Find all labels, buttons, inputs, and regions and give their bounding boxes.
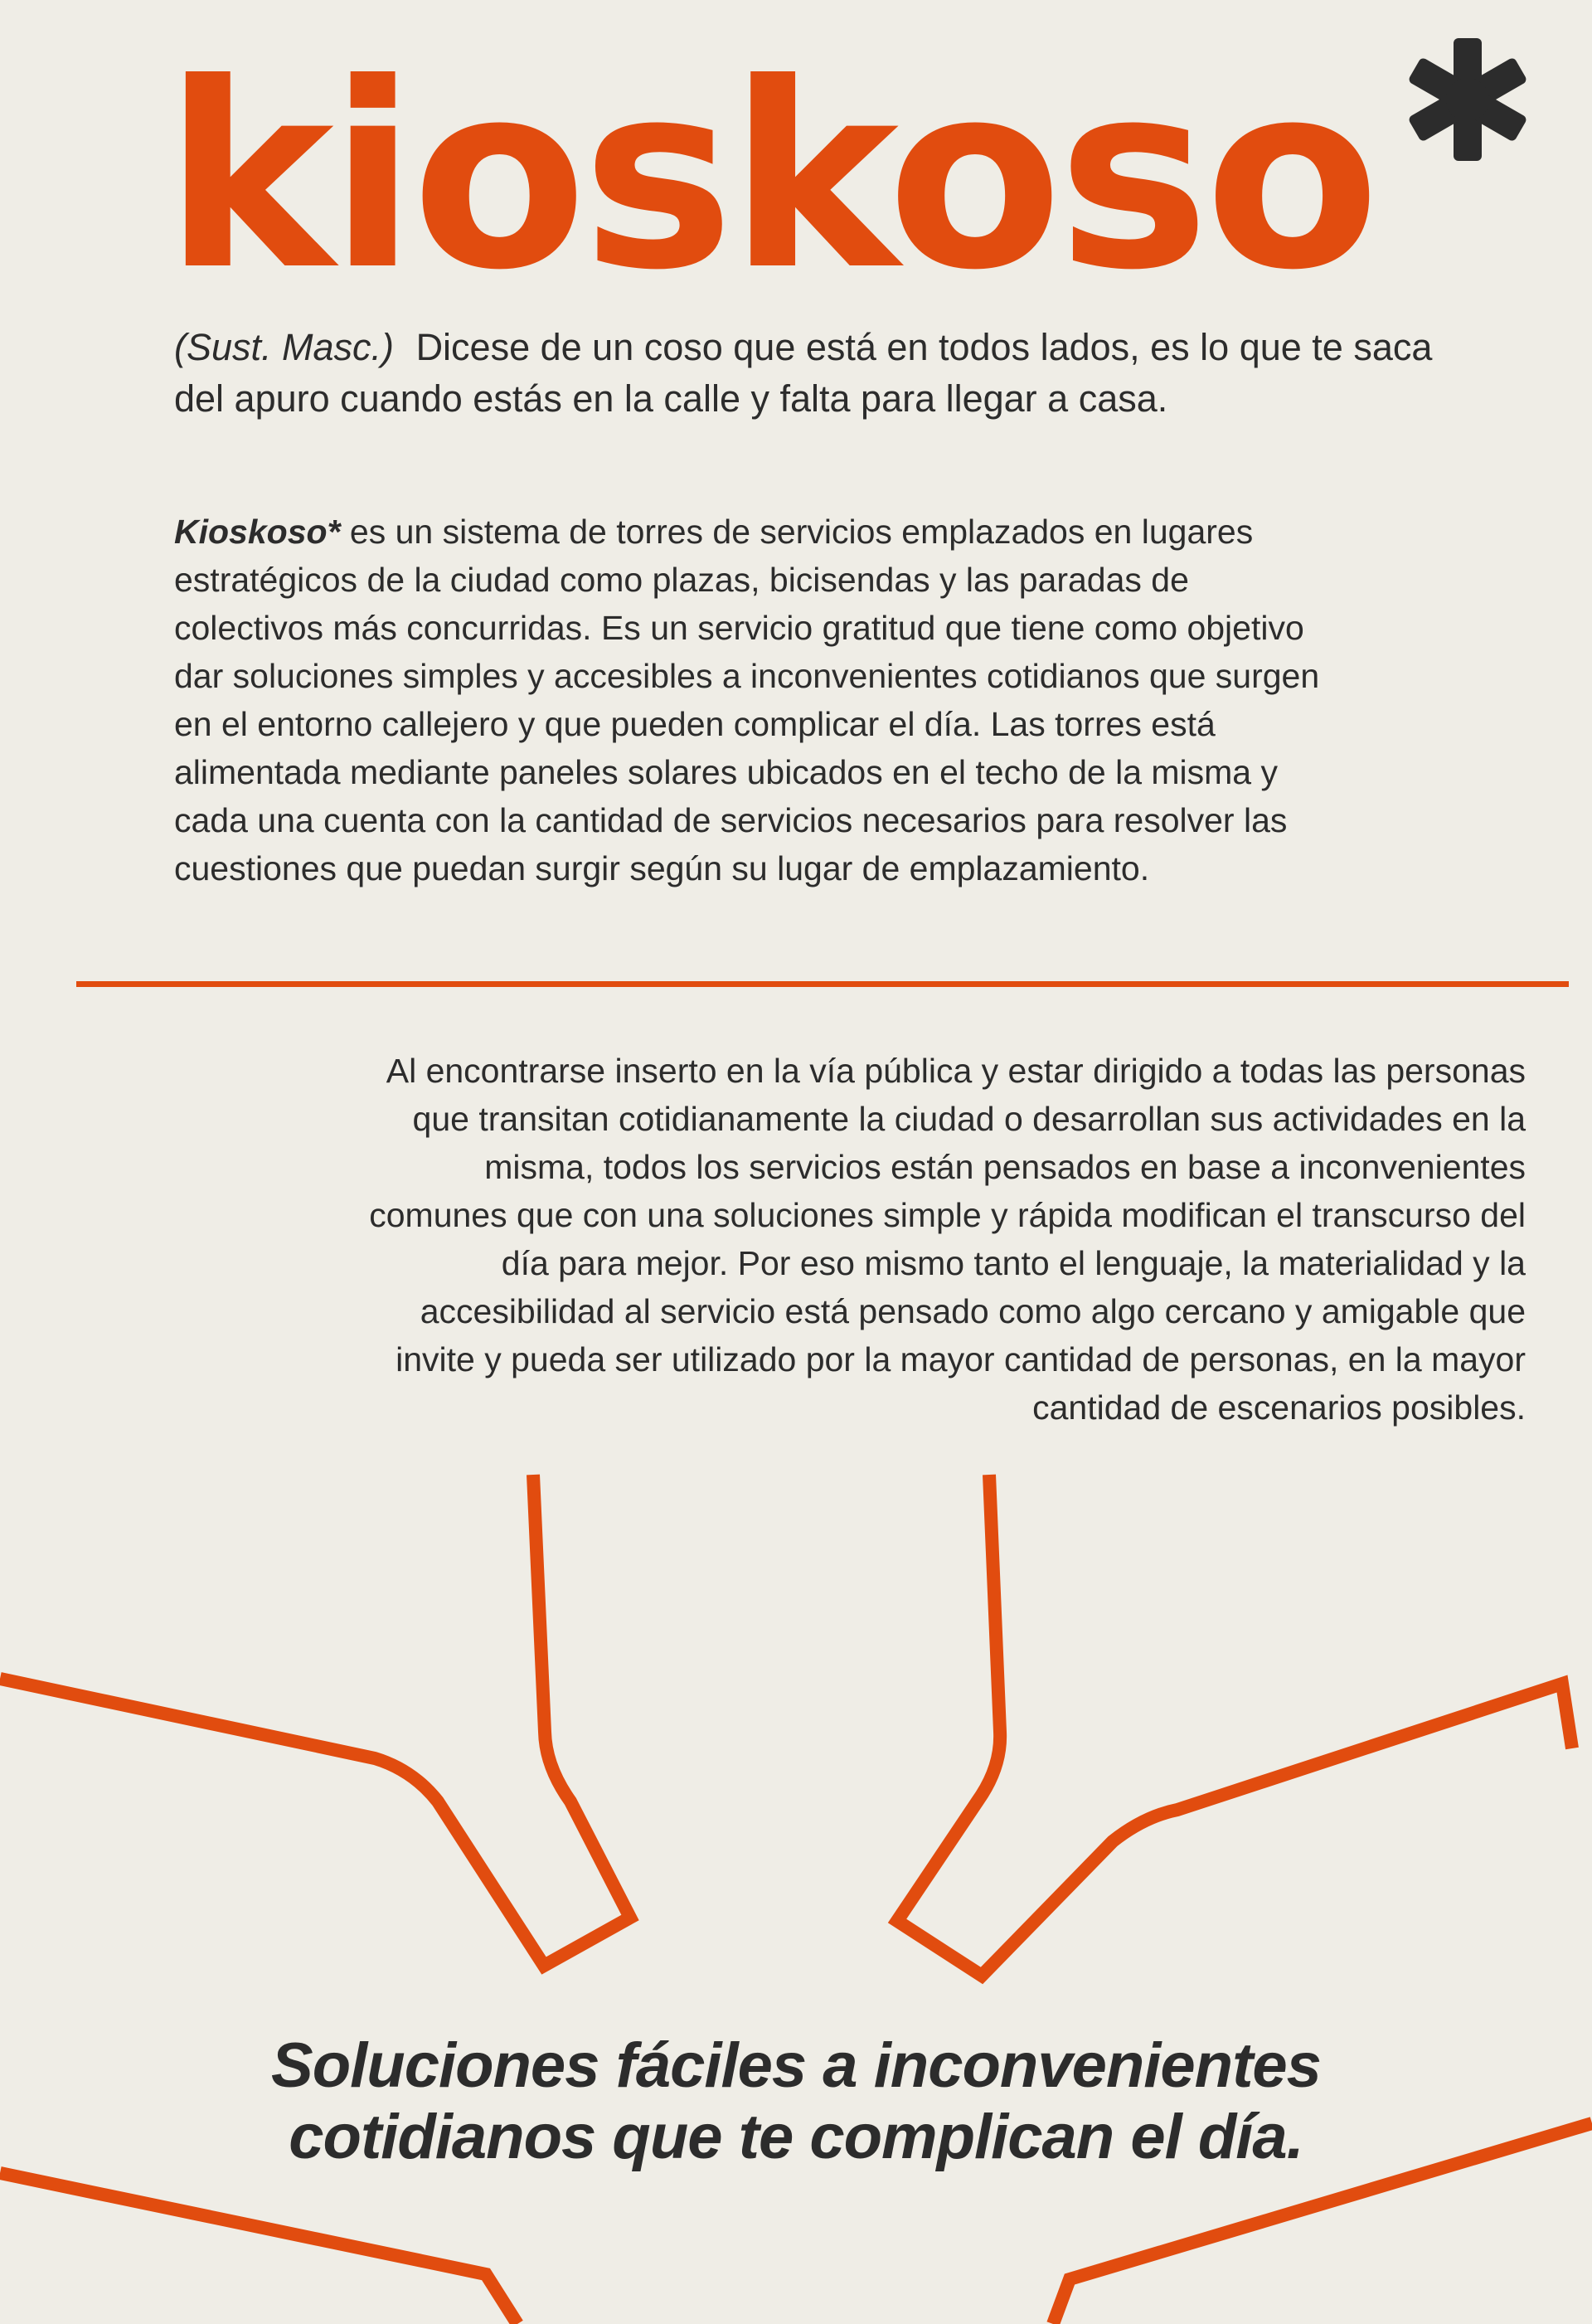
kioskoso-wordmark: kioskoso [164,28,1376,326]
description-text: es un sistema de torres de servicios emplazados en lugares estratégicos de la ciudad como plazas, bicisendas y las paradas de colectivos más concurridas. Es un servicio gratitud que tiene como objetivo dar soluciones simples y accesibles a inconvenientes cotidianos que surgen en el entorno callejero y que pueden complicar el día. Las torres está alimentada mediante paneles solares ubicados en el techo de la misma y cada una cuenta con la cantidad de servicios necesarios para resolver las cuestiones que puedan surgir según su lugar de emplazamiento. [174,513,1320,887]
part-of-speech: (Sust. Masc.) [174,326,395,368]
tagline-line-1: Soluciones fáciles a inconvenientes [271,2030,1321,2101]
tagline-line-2: cotidianos que te complican el día. [289,2102,1303,2172]
body-paragraph: Al encontrarse inserto en la vía pública y estar dirigido a todas las personas que transitan cotidianamente la ciudad o desarrollan sus actividades en la misma, todos los servicios están pensados en base a inconvenientes comunes que con una soluciones simple y rápida modifican el transcurso del día para mejor. Por eso mismo tanto el lenguaje, la materialidad y la accesibilidad al servicio está pensado como algo cercano y amigable que invite y pueda ser utilizado por la mayor cantidad de personas, en la mayor cantidad de escenarios posibles. [369,1052,1526,1427]
tagline [133,2030,1459,2173]
definition-text: Dicese de un coso que está en todos lados, es lo que te saca del apuro cuando estás en la calle y falta para llegar a casa. [174,326,1433,420]
brand-name: Kioskoso* [174,513,341,551]
